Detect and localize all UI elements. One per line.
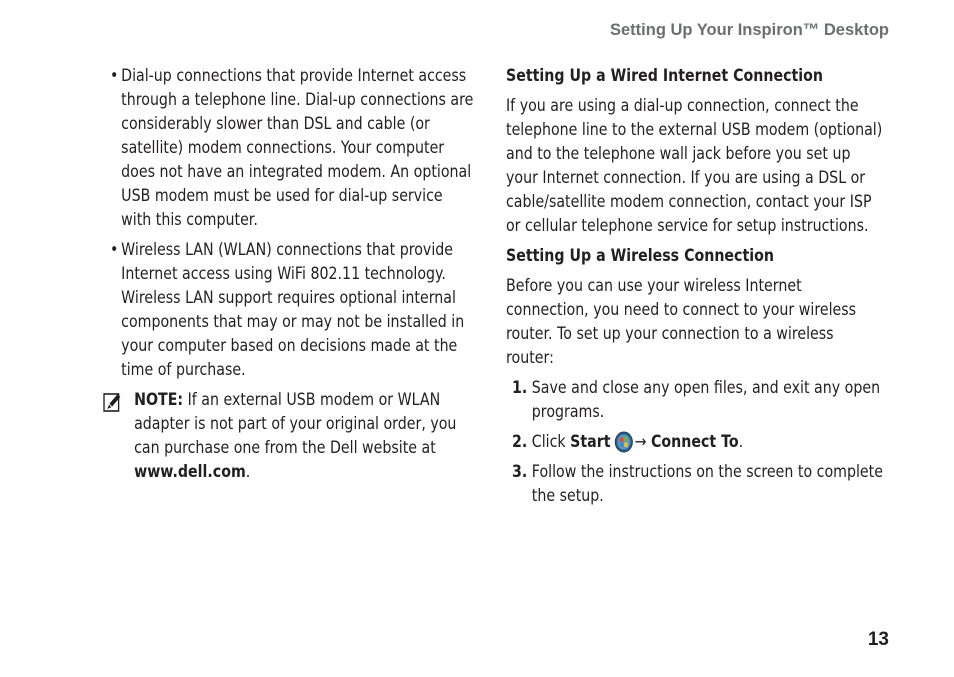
step-1 (506, 376, 884, 424)
step-text: Follow the instructions on the screen to complete the setup. (531, 462, 883, 505)
bullet-item-wlan (110, 238, 476, 382)
bullet-marker: • (110, 66, 119, 85)
note-label: NOTE: (134, 390, 184, 409)
left-column (110, 64, 476, 484)
right-column (506, 64, 884, 514)
bullet-item-dialup (110, 64, 476, 232)
windows-start-orb-icon (614, 431, 633, 453)
note-end: . (245, 462, 251, 481)
step-2 (506, 430, 884, 454)
wired-connection-heading: Setting Up a Wired Internet Connection (506, 66, 823, 85)
note-block (110, 388, 476, 484)
connect-to-label: Connect To (650, 432, 739, 451)
step-3 (506, 460, 884, 508)
wireless-connection-heading: Setting Up a Wireless Connection (506, 246, 774, 265)
step-number: 3. (512, 462, 528, 481)
step-text-pre: Click (531, 432, 571, 451)
running-header: Setting Up Your Inspiron™ Desktop (610, 21, 889, 39)
step-number: 1. (512, 378, 528, 397)
page-number: 13 (867, 629, 889, 650)
bullet-text: Dial-up connections that provide Internet access through a telephone line. Dial-up connections are considerably slower than DSL and cable (or satellite) modem connections. Your computer does not have an integrated modem. An optional USB modem must be used for dial-up service with this computer. (121, 66, 474, 229)
note-text: If an external USB modem or WLAN adapter is not part of your original order, you can purchase one from the Dell website at (134, 390, 457, 457)
bullet-text: Wireless LAN (WLAN) connections that provide Internet access using WiFi 802.11 technology. Wireless LAN support requires optional internal components that may or may not be installed in your computer based on decisions made at the time of purchase. (121, 240, 465, 379)
step-number: 2. (512, 432, 528, 451)
dell-website-link[interactable]: www.dell.com (134, 462, 246, 481)
start-label: Start (570, 432, 611, 451)
bullet-marker: • (110, 240, 119, 259)
step-end: . (738, 432, 744, 451)
wired-connection-body: If you are using a dial-up connection, connect the telephone line to the external USB modem (optional) and to the telephone wall jack before you set up your Internet connection. If you are using a DSL or cable/satellite modem connection, contact your ISP or cellular telephone service for setup instructions. (506, 96, 883, 235)
arrow-glyph: → (634, 432, 647, 451)
step-text: Save and close any open files, and exit any open programs. (531, 378, 881, 421)
note-pencil-icon (103, 392, 122, 414)
wireless-connection-body: Before you can use your wireless Internet connection, you need to connect to your wireless router. To set up your connection to a wireless router: (506, 276, 857, 367)
